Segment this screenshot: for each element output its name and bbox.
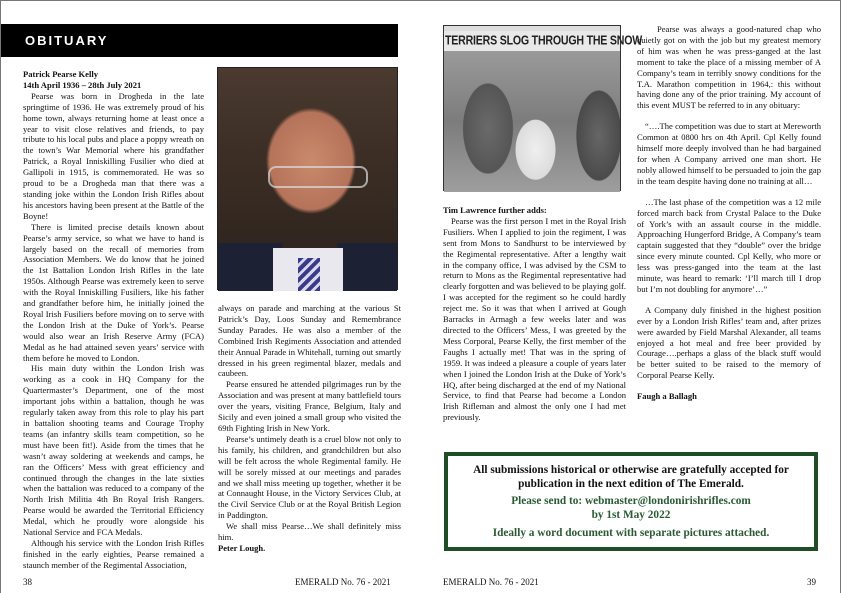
- paragraph: We shall miss Pearse…We shall definitely miss him.: [218, 521, 401, 543]
- closing-motto: Faugh a Ballagh: [637, 391, 697, 402]
- issue-label: EMERALD No. 76 - 2021: [295, 577, 391, 587]
- page-number: 38: [23, 577, 32, 587]
- paragraph: Pearse ensured he attended pilgrimages run by the Association and was present at many battlefield tours over the years, visiting France, Belgium, Italy and Sicily and even joined a small group who visited the 69th Fighting Irish in New York.: [218, 379, 401, 433]
- tribute-column-2: [637, 24, 821, 402]
- notice-line-1: All submissions historical or otherwise are gratefully accepted for publication in the next edition of The Emerald.: [473, 464, 789, 490]
- paragraph: Pearse’s untimely death is a cruel blow not only to his family, his children, and grandchildren but also will be felt across the whole Regimental family. He will be sorely missed at our meetings and parades and we shall miss meeting up together, whether it be at Connaught House, in the Victory Services Club, at the Civil Service Club or at the Royal British Legion in Paddington.: [218, 433, 401, 521]
- obituary-dates: 14th April 1936 – 28th July 2021: [23, 79, 142, 90]
- paragraph: always on parade and marching at the various St Patrick’s Day, Loos Sunday and Remembrance Sunday Parades. He was also a member of the Combined Irish Regiments Association and attended their Annual Parade in Whitehall, turning out smartly dressed in his green regimental blazer, medals and caubeen.: [218, 303, 401, 379]
- quote-paragraph: “….The competition was due to start at Mereworth Common at 0800 hrs on 4th April. Cpl Kelly found himself more deeply involved than he had bargained for when A Company arrived one man short. He nobly allowed himself to be persuaded to join the gap in the team despite having done no training at all…: [637, 121, 821, 186]
- paragraph: A Company duly finished in the highest position ever by a London Irish Rifles’ team and, after prizes were awarded by Field Marshal Alexander, all teams enjoyed a hot meal and free beer provided by Courage….perhaps a glass of the black stuff would be better suited to be raised to the memory of Corporal Pearse Kelly.: [637, 304, 821, 381]
- obituary-name: Patrick Pearse Kelly: [23, 69, 98, 79]
- paragraph: Pearse was born in Drogheda in the late springtime of 1936. He was extremely proud of his home town, always returning home at least once a year to visit close relatives and friends, to pay tribute to his local pubs and place a poppy wreath on the town’s War Memorial where his grandfather Patrick, a Royal Inniskilling Fusilier who died at Gallipoli in 1915, is commemorated. He was so proud to be a Drogheda man that there was a standing joke within the London Irish Rifles about his ancestors having been present at the Battle of the Boyne!: [23, 90, 204, 221]
- notice-deadline: by 1st May 2022: [591, 509, 671, 521]
- paragraph: There is limited precise details known about Pearse’s army service, so what we have to hand is largely based on the recall of memories from Association Members. We do know that he joined the 1st Battalion London Irish Rifles in the late 1950s. Although Pearse was extremely keen to serve with the Royal Inniskilling Fusiliers, like his father and grandfather before him, he initially joined the Royal Irish Fusiliers before moving on to serve with the London Irish at the Duke of York’s. Pearse would also wear an Irish Reserve Army (FCA) Medal as he had attained seven years’ service with them before he moved to London.: [23, 221, 204, 363]
- clipping-masthead: [444, 26, 620, 31]
- submissions-notice: [444, 452, 818, 551]
- page-number: 39: [807, 577, 816, 587]
- newspaper-clipping: [443, 25, 643, 191]
- clipping-photo: [444, 51, 620, 192]
- quote-paragraph: …The last phase of the competition was a 12 mile forced march back from Crystal Palace to the Duke of York’s with an assault course in the middle. Approaching Hungerford Bridge, A Company’s team captain suggested that they “double” over the bridge since every minute counted. Cpl Kelly, who more or less was press-ganged into the team at the last minute, was heard to remark: ‘I’ll march till I drop but I’m not doubling for anymore’…”: [637, 196, 821, 294]
- notice-line-3: Ideally a word document with separate pictures attached.: [492, 527, 770, 539]
- tribute-heading: Tim Lawrence further adds:: [443, 205, 547, 215]
- author-signature: Peter Lough.: [218, 542, 266, 553]
- issue-label: EMERALD No. 76 - 2021: [443, 577, 539, 587]
- clipping-headline: TERRIERS SLOG THROUGH THE SNOW: [445, 33, 643, 48]
- paragraph: Although his service with the London Irish Rifles finished in the early eighties, Pearse remained a staunch member of the Regimental Association,: [23, 537, 204, 570]
- paragraph: Pearse was always a good-natured chap who quietly got on with the job but my greatest memory of him was when he was press-ganged at the last moment to take the place of a missing member of A Company’s team in terribly snowy conditions for the T.A. Marathon competition in 1964,: this without having done any of the prior training. My account of this event MUST be referred to in any obituary:: [637, 24, 821, 111]
- paragraph: Pearse was the first person I met in the Royal Irish Fusiliers. When I applied to join the regiment, I was sent from Mons to Sandhurst to be interviewed by the Regimental representative. After a lengthy wait in the company office, I was advised by the CSM to return to Mons as the Regimental representative had clearly forgotten and was believed to be playing golf. I was accepted for the regiment so he could hardly reject me. So it was that when I arrived at Gough Barracks in Armagh a few weeks later and was directed to the Officers’ Mess, I was greeted by the Mess Corporal, Pearse Kelly, the first member of the Faughs I actually met! That was in the spring of 1959. It was indeed a pleasure a couple of years later when I joined the London Irish at the Duke of York’s HQ, after being discharged at the end of my National Service, to find that Pearse had become a London Irish Rifleman and almost the only one I had met previously.: [443, 215, 626, 423]
- tribute-column-1: [443, 205, 626, 423]
- paragraph: His main duty within the London Irish was working as a cook in HQ Company for the Quartermaster’s Department, one of the most important jobs within a battalion, though he was regularly taken away from this role to play his part in battalion shooting teams and Courage Trophy teams (an infantry skills team competition, so he must have been fit!). Aside from the times that he wasn’t away soldering at weekends and camps, he ran the Officers’ Mess with great efficiency and continued through the changes in the late sixties when the battalion was reduced to a company of the North Irish Militia 4th Bn Royal Irish Rangers. Pearse would be awarded the Territorial Efficiency Medal, which he proudly wore alongside his National Service and FCA Medals.: [23, 363, 204, 538]
- notice-email-line: Please send to: webmaster@londonirishrifles.com: [511, 495, 751, 507]
- section-title: OBITUARY: [25, 33, 109, 48]
